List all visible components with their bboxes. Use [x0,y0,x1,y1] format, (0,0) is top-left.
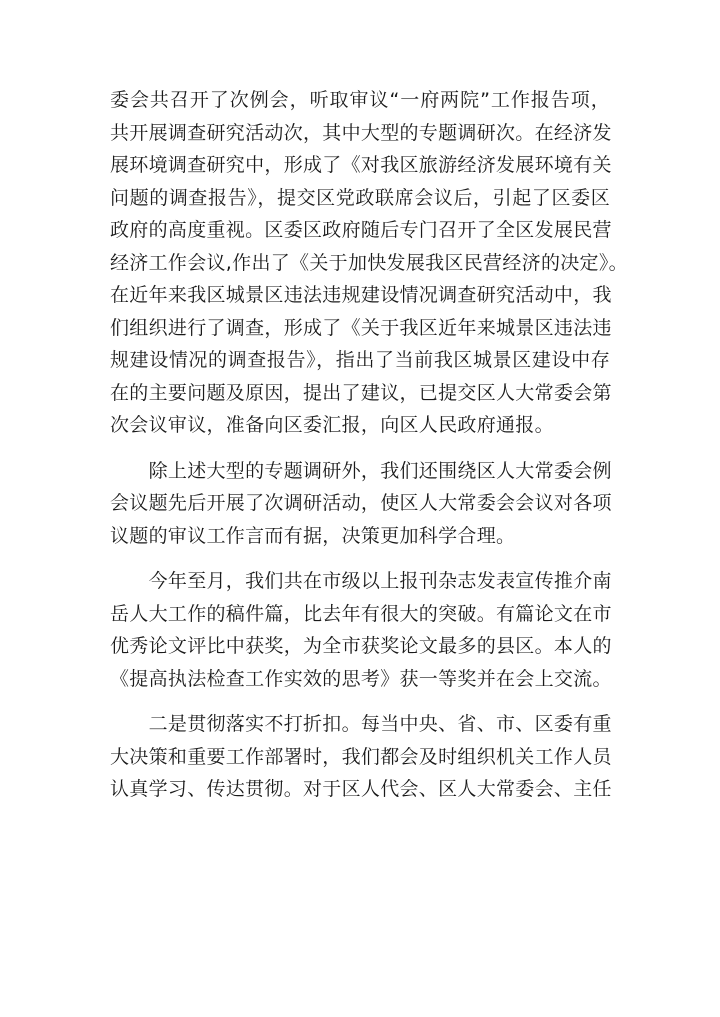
paragraph-2 [110,455,610,553]
text-line: 今年至月，我们共在市级以上报刊杂志发表宣传推介南 [110,570,612,592]
text-line: 大决策和重要工作部署时，我们都会及时组织机关工作人员 [110,745,612,768]
document-body [110,84,628,806]
text-line: 在近年来我区城景区违法违规建设情况调查研究活动中，我 [110,284,612,306]
text-line: 经济工作会议,作出了《关于加快发展我区民营经济的决定》。 [110,251,628,274]
text-line: 次会议审议，准备向区委汇报，向区人民政府通报。 [110,414,554,436]
text-line: 问题的调查报告》，提交区党政联席会议后，引起了区委区 [110,186,610,209]
text-line: 规建设情况的调查报告》，指出了当前我区城景区建设中存 [110,349,610,371]
paragraph-spacer [110,442,610,455]
paragraph-spacer [110,695,610,708]
text-line: 认真学习、传达贯彻。对于区人代会、区人大常委会、主任 [110,778,612,800]
text-line: 议题的审议工作言而有据，决策更加科学合理。 [110,524,516,547]
text-line: 《提高执法检查工作实效的思考》获一等奖并在会上交流。 [110,667,612,690]
paragraph-3 [110,565,610,695]
text-line: 展环境调查研究中，形成了《对我区旅游经济发展环境有关 [110,154,612,176]
text-line: 政府的高度重视。区委区政府随后专门召开了全区发展民营 [110,219,612,241]
text-line: 二是贯彻落实不打折扣。每当中央、省、市、区委有重 [110,713,612,735]
text-line: 会议题先后开展了次调研活动，使区人大常委会会议对各项 [110,492,612,514]
paragraph-spacer [110,552,610,565]
text-line: 们组织进行了调查，形成了《关于我区近年来城景区违法违 [110,316,612,339]
text-line: 委会共召开了次例会，听取审议“一府两院”工作报告项， [110,89,610,111]
text-line: 优秀论文评比中获奖，为全市获奖论文最多的县区。本人的 [110,635,612,657]
text-line: 在的主要问题及原因，提出了建议，已提交区人大常委会第 [110,381,612,404]
paragraph-4 [110,708,610,806]
text-line: 共开展调查研究活动次，其中大型的专题调研次。在经济发 [110,121,612,144]
text-line: 岳人大工作的稿件篇，比去年有很大的突破。有篇论文在市 [110,602,612,625]
paragraph-1 [110,84,628,442]
text-line: 除上述大型的专题调研外，我们还围绕区人大常委会例 [110,459,612,482]
